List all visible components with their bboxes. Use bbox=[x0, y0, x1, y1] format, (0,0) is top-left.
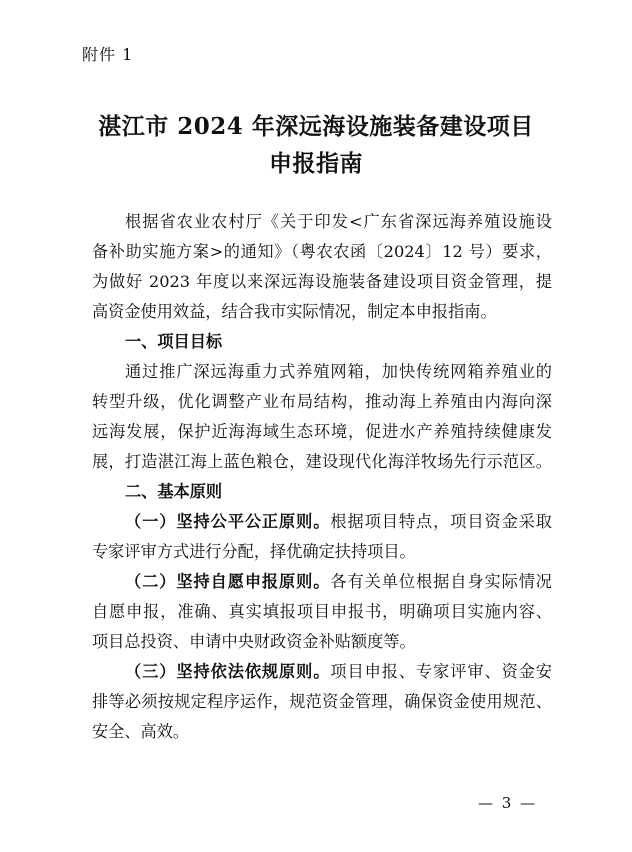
section-heading-principles: 二、基本原则 bbox=[125, 482, 223, 501]
principle-3-first-line bbox=[125, 661, 552, 683]
section-heading-goals: 一、项目目标 bbox=[125, 332, 223, 351]
principle-2-line: 项目总投资、申请中央财政资金补贴额度等。 bbox=[92, 632, 416, 651]
principle-2-text: 各有关单位根据自身实际情况 bbox=[330, 572, 552, 591]
principle-3-title: （三）坚持依法依规原则。 bbox=[125, 662, 331, 681]
principle-2-line: 自愿申报，准确、真实填报项目申报书，明确项目实施内容、 bbox=[92, 602, 552, 621]
intro-line: 高资金使用效益，结合我市实际情况，制定本申报指南。 bbox=[92, 302, 497, 321]
principle-1-line: 专家评审方式进行分配，择优确定扶持项目。 bbox=[92, 542, 416, 561]
section1-line: 远海发展，保护近海海域生态环境，促进水产养殖持续健康发 bbox=[92, 422, 552, 441]
intro-line: 备补助实施方案>的通知》（粤农农函〔2024〕12 号）要求， bbox=[92, 242, 552, 261]
page-number: — 3 — bbox=[478, 794, 538, 812]
section1-line: 展，打造湛江海上蓝色粮仓，建设现代化海洋牧场先行示范区。 bbox=[92, 452, 552, 471]
principle-3-line: 安全、高效。 bbox=[92, 722, 190, 741]
principle-1-text: 根据项目特点，项目资金采取 bbox=[330, 512, 552, 531]
intro-line: 为做好 2023 年度以来深远海设施装备建设项目资金管理，提 bbox=[92, 272, 552, 291]
principle-1-first-line bbox=[125, 511, 552, 533]
intro-line: 根据省农业农村厅《关于印发<广东省深远海养殖设施设 bbox=[125, 212, 552, 231]
principle-2-title: （二）坚持自愿申报原则。 bbox=[125, 572, 331, 591]
attachment-label: 附件 1 bbox=[82, 45, 134, 64]
principle-3-line: 排等必须按规定程序运作，规范资金管理，确保资金使用规范、 bbox=[92, 692, 552, 711]
document-title-line-1: 湛江市 2024 年深远海设施装备建设项目 bbox=[98, 113, 534, 140]
principle-1-title: （一）坚持公平公正原则。 bbox=[125, 512, 331, 531]
section1-line: 转型升级，优化调整产业布局结构，推动海上养殖由内海向深 bbox=[92, 392, 552, 411]
principle-2-first-line bbox=[125, 571, 552, 593]
principle-3-text: 项目申报、专家评审、资金安 bbox=[330, 662, 552, 681]
section1-line: 通过推广深远海重力式养殖网箱，加快传统网箱养殖业的 bbox=[125, 362, 552, 381]
document-title-line-2: 申报指南 bbox=[269, 150, 363, 177]
